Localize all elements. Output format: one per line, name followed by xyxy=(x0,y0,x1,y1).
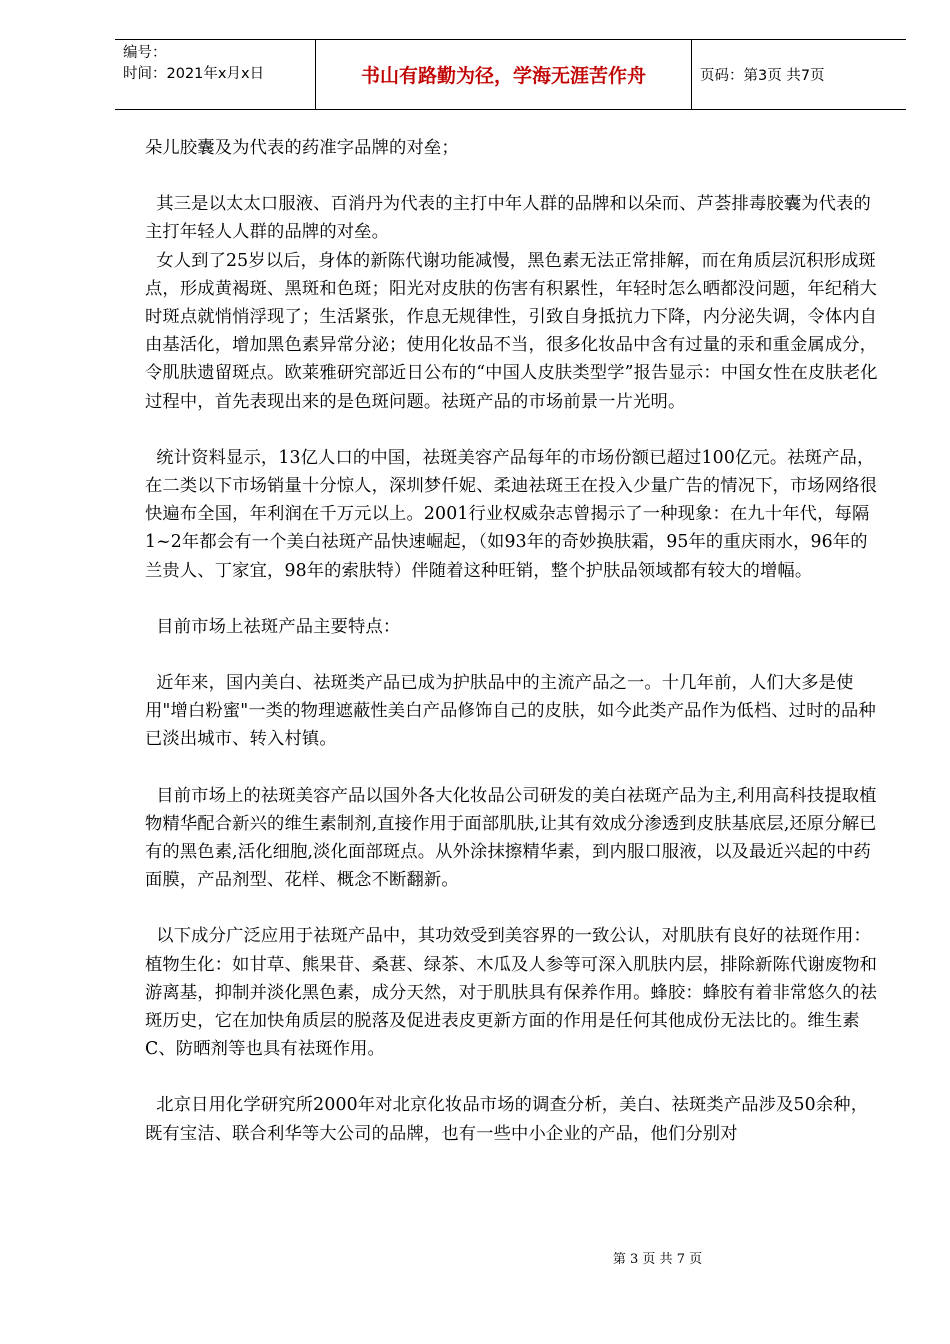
paragraph: 目前市场上祛斑产品主要特点： xyxy=(145,616,401,637)
paragraph: 北京日用化学研究所2000年对北京化妆品市场的调查分析，美白、祛斑类产品涉及50余种，既有宝洁、联合利华等大公司的品牌，也有一些中小企业的产品，他们分别对 xyxy=(145,1095,869,1144)
paragraph: 朵儿胶囊及为代表的药准字品牌的对垒； xyxy=(145,138,459,158)
document-body xyxy=(145,134,885,1176)
paragraph: 目前市场上的祛斑美容产品以国外各大化妆品公司研发的美白祛斑产品为主,利用高科技提取植物精华配合新兴的维生素制剂,直接作用于面部肌肤,让其有效成分渗透到皮肤基底层,还原分解已有的黑色素,活化细胞,淡化面部斑点。从外涂抹擦精华素，到内服口服液，以及最近兴起的中药面膜，产品剂型、花样、概念不断翻新。 xyxy=(145,785,877,891)
paragraph: 以下成分广泛应用于祛斑产品中，其功效受到美容界的一致公认，对肌肤有良好的祛斑作用：植物生化：如甘草、熊果苷、桑葚、绿茶、木瓜及人参等可深入肌肤内层，排除新陈代谢废物和游离基，抑制并淡化黑色素，成分天然，对于肌肤具有保养作用。蜂胶：蜂胶有着非常悠久的祛斑历史，它在加快角质层的脱落及促进表皮更新方面的作用是任何其他成份无法比的。维生素C、防晒剂等也具有祛斑作用。 xyxy=(145,926,878,1060)
header-page-info: 页码：第3页 共7页 xyxy=(700,68,825,84)
paragraph: 近年来，国内美白、祛斑类产品已成为护肤品中的主流产品之一。十几年前，人们大多是使用"增白粉蜜"一类的物理遮蔽性美白产品修饰自己的皮肤，如今此类产品作为低档、过时的品种已淡出城市、转入村镇。 xyxy=(145,673,876,750)
page-footer: 第 3 页 共 7 页 xyxy=(612,1252,703,1267)
paragraph: 其三是以太太口服液、百消丹为代表的主打中年人群的品牌和以朵而、芦荟排毒胶囊为代表的主打年轻人人群的品牌的对垒。 xyxy=(145,194,871,243)
document-time-label: 时间：2021年x月x日 xyxy=(123,66,265,82)
paragraph: 女人到了25岁以后，身体的新陈代谢功能减慢，黑色素无法正常排解，而在角质层沉积形成斑点，形成黄褐斑、黑斑和色斑；阳光对皮肤的伤害有积累性，年轻时怎么晒都没问题，年纪稍大时斑点就悄悄浮现了；生活紧张，作息无规律性，引致自身抵抗力下降，内分泌失调，令体内自由基活化，增加黑色素异常分泌；使用化妆品不当，很多化妆品中含有过量的汞和重金属成分，令肌肤遗留斑点。欧莱雅研究部近日公布的“中国人皮肤类型学”报告显示：中国女性在皮肤老化过程中，首先表现出来的是色斑问题。祛斑产品的市场前景一片光明。 xyxy=(145,250,878,412)
paragraph: 统计资料显示，13亿人口的中国，祛斑美容产品每年的市场份额已超过100亿元。祛斑产品，在二类以下市场销量十分惊人，深圳梦仟妮、柔迪祛斑王在投入少量广告的情况下，市场网络很快遍布全国，年利润在千万元以上。2001行业权威杂志曾揭示了一种现象：在九十年代，每隔1~2年都会有一个美白祛斑产品快速崛起，（如93年的奇妙换肤霜，95年的重庆雨水，96年的兰贵人、丁家宜，98年的索肤特）伴随着这种旺销，整个护肤品领域都有较大的增幅。 xyxy=(145,447,878,581)
header-motto: 书山有路勤为径，学海无涯苦作舟 xyxy=(315,40,692,109)
header-meta xyxy=(115,40,315,109)
page-header xyxy=(115,39,906,110)
document-number-label: 编号： xyxy=(123,45,167,61)
